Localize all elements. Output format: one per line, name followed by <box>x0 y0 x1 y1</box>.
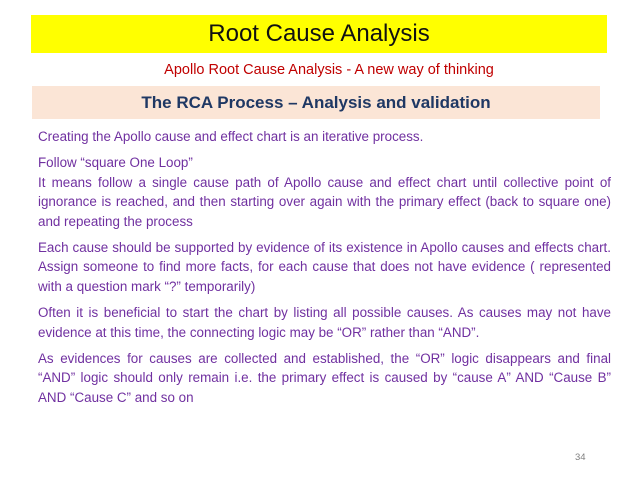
paragraph-square-one-loop <box>38 153 611 231</box>
slide-subtitle: Apollo Root Cause Analysis - A new way of thinking <box>164 62 494 78</box>
slide-title: Root Cause Analysis <box>208 20 430 47</box>
section-banner <box>32 86 600 119</box>
square-one-loop-heading: Follow “square One Loop” <box>38 155 193 171</box>
page-number: 34 <box>575 452 586 463</box>
paragraph-or-logic: Often it is beneficial to start the chart by listing all possible causes. As causes may not have evidence at this time, the connecting logic may be “OR” rather than “AND”. <box>38 305 611 340</box>
square-one-loop-description: It means follow a single cause path of Apollo cause and effect chart until collective point of ignorance is reached, and then starting over again with the primary effect (back to square one) and repeating the process <box>38 174 611 229</box>
slide-body <box>38 127 611 414</box>
paragraph-iterative: Creating the Apollo cause and effect chart is an iterative process. <box>38 129 424 144</box>
section-heading: The RCA Process – Analysis and validation <box>141 92 491 112</box>
title-banner <box>31 15 607 53</box>
paragraph-evidence: Each cause should be supported by evidence of its existence in Apollo causes and effects chart. Assign someone to find more facts, for each cause that does not have evidence ( represented with a question mark “?” temporarily) <box>38 240 611 294</box>
paragraph-and-logic: As evidences for causes are collected and established, the “OR” logic disappears and final “AND” logic should only remain i.e. the primary effect is caused by “cause A” AND “Cause B” AND “Cause C” and so on <box>38 351 611 405</box>
